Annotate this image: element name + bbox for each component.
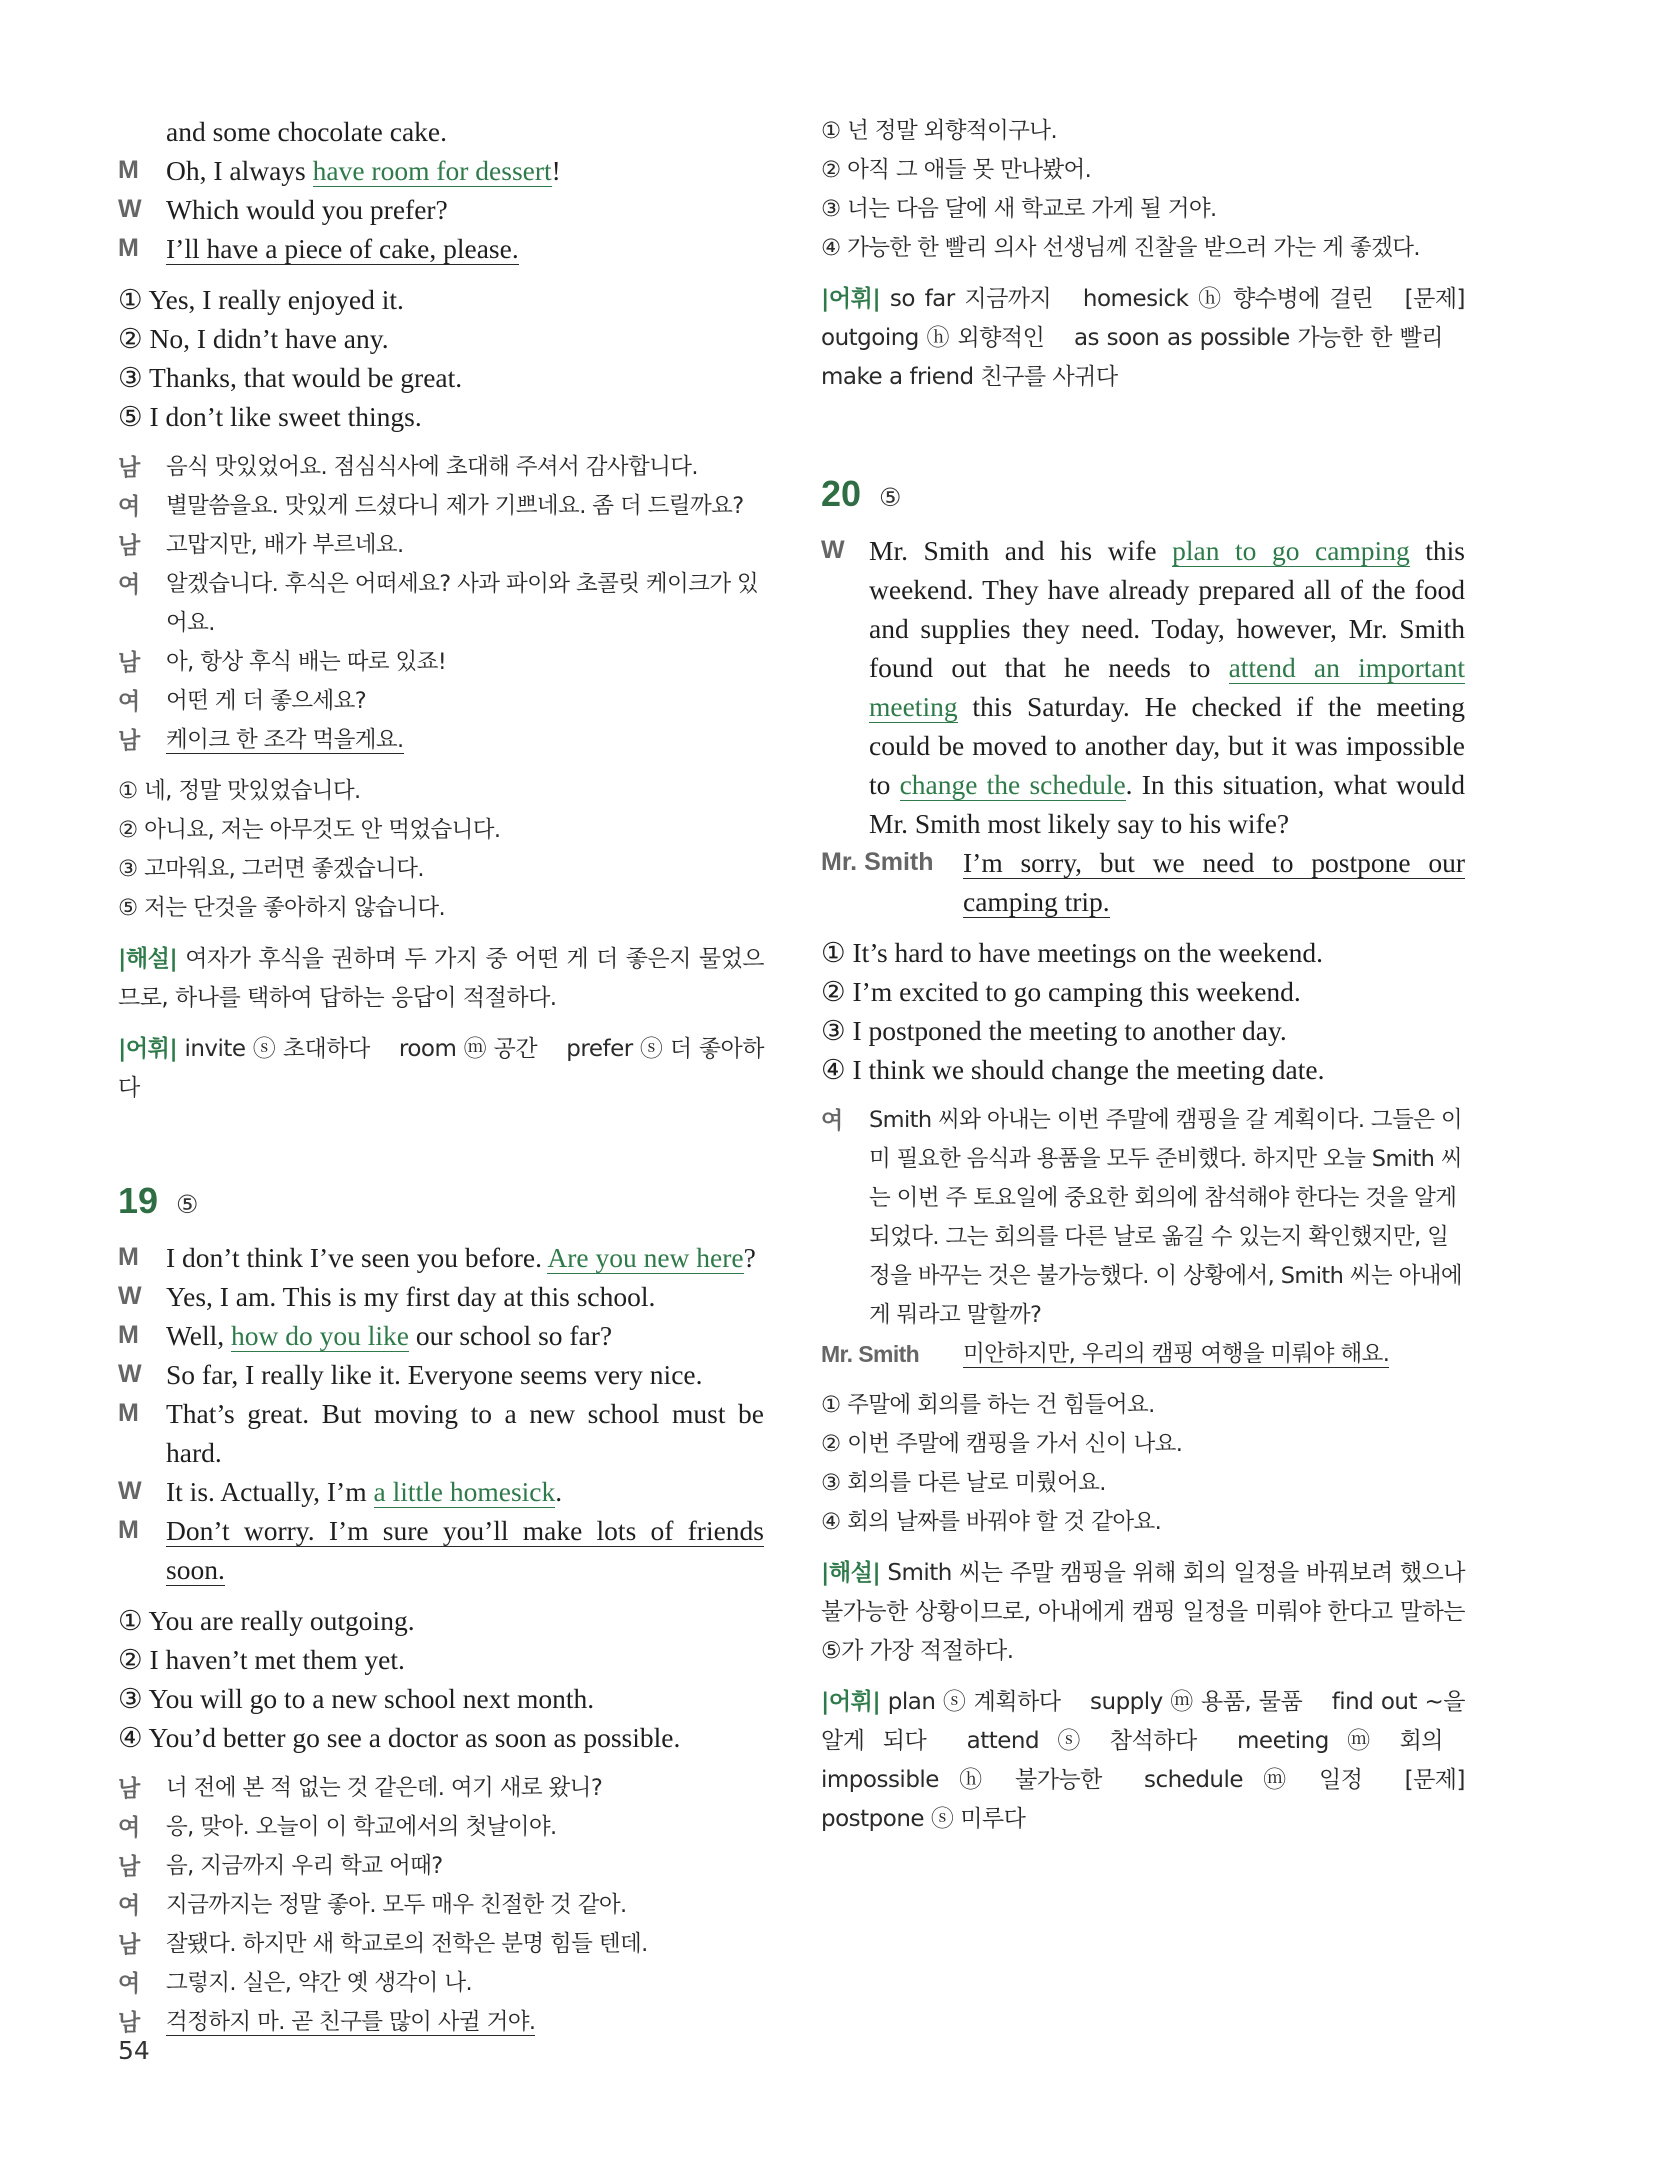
choice-item: ④ You’d better go see a doctor as soon as possible. <box>118 1722 681 1753</box>
choice-item: ① 네, 정말 맛있었습니다. <box>118 778 361 804</box>
speaker-label: W <box>118 195 142 223</box>
line-text: this Saturday. He checked if the meeting could be moved to another day, but it was impossible to <box>869 691 1465 800</box>
dialogue-line <box>118 565 764 643</box>
choice-item: ② No, I didn’t have any. <box>118 323 389 354</box>
speaker-label: 남 <box>118 1775 140 1801</box>
choice-item: ③ I postponed the meeting to another day. <box>821 1015 1287 1046</box>
dialogue-line <box>118 721 764 760</box>
choice-item: ④ 회의 날짜를 바꿔야 할 것 같아요. <box>821 1509 1162 1535</box>
line-text: this weekend. They have already prepared all of the food and supplies they need. Today, however, Mr. Smith found out that he needs to <box>869 535 1465 683</box>
line-text: So far, I really like it. Everyone seems very nice. <box>166 1359 703 1390</box>
line-text: ! <box>551 155 561 186</box>
q18-explanation <box>118 940 764 1018</box>
dialogue-line <box>118 1769 764 1808</box>
line-text: 음, 지금까지 우리 학교 어때? <box>166 1853 443 1879</box>
vocab-tag: |어휘| <box>821 1689 881 1715</box>
dialogue-line <box>118 1238 764 1277</box>
speaker-label: 남 <box>118 454 140 480</box>
q20-script <box>821 531 1465 921</box>
dialogue-line <box>118 1277 764 1316</box>
vocab-item: schedule ⓜ 일정 <box>1143 1767 1363 1793</box>
choice-item: ① Yes, I really enjoyed it. <box>118 284 404 315</box>
choice-item: ⑤ 저는 단것을 좋아하지 않습니다. <box>118 895 446 921</box>
speaker-label: 여 <box>821 1107 843 1133</box>
speaker-label: M <box>118 1321 139 1349</box>
key-phrase: how do you like <box>231 1320 409 1351</box>
line-text: . In this situation, what would Mr. Smith most likely say to his wife? <box>869 769 1465 839</box>
line-text: Yes, I am. This is my first day at this school. <box>166 1281 656 1312</box>
answer-mark: ⑤ <box>879 483 902 512</box>
speaker-label: M <box>118 1516 139 1544</box>
vocab-tag: |어휘| <box>821 286 881 312</box>
speaker-label: M <box>118 234 139 262</box>
speaker-label: Mr. Smith <box>821 848 934 876</box>
line-text: ? <box>743 1242 756 1273</box>
answer-line: I’m sorry, but we need to postpone our camping trip. <box>963 847 1465 917</box>
q18-ko-choices <box>118 772 764 928</box>
dialogue-line <box>118 526 764 565</box>
vocab-item: [문제] postpone ⓢ 미루다 <box>821 1767 1465 1832</box>
speaker-label: 여 <box>118 1892 140 1918</box>
dialogue-line <box>118 1472 764 1511</box>
line-text: our school so far? <box>408 1320 613 1351</box>
dialogue-line <box>118 151 764 190</box>
dialogue-line <box>118 1316 764 1355</box>
choice-item: ⑤ I don’t like sweet things. <box>118 401 422 432</box>
explanation-tag: |해설| <box>118 946 178 972</box>
q20-vocab <box>821 1683 1465 1839</box>
speaker-label: W <box>118 1360 142 1388</box>
q19-script <box>118 1238 764 1589</box>
q20-ko-choices <box>821 1386 1465 1542</box>
line-text: . <box>555 1476 563 1507</box>
vocab-item: make a friend 친구를 사귀다 <box>821 364 1118 390</box>
dialogue-line <box>118 1808 764 1847</box>
q18-vocab <box>118 1030 764 1108</box>
speaker-label: 남 <box>118 532 140 558</box>
q19-ko-script <box>118 1769 764 2042</box>
dialogue-line <box>118 682 764 721</box>
choice-item: ② 아니요, 저는 아무것도 안 먹었습니다. <box>118 817 501 843</box>
speaker-label: 여 <box>118 1814 140 1840</box>
key-phrase: change the schedule <box>899 769 1126 800</box>
dialogue-line <box>821 531 1465 843</box>
dialogue-line <box>118 643 764 682</box>
q20-choices <box>821 933 1465 1089</box>
line-text: Mr. Smith and his wife <box>869 535 1173 566</box>
line-text: 어떤 게 더 좋으세요? <box>166 688 367 714</box>
dialogue-line <box>118 487 764 526</box>
vocab-item: [문제] outgoing ⓗ 외향적인 <box>821 286 1466 351</box>
vocab-item: room ⓜ 공간 <box>398 1036 538 1062</box>
line-text: It is. Actually, I’m <box>166 1476 374 1507</box>
q20-header <box>821 473 1465 531</box>
speaker-label: 남 <box>118 649 140 675</box>
speaker-label: 여 <box>118 688 140 714</box>
choice-item: ④ 가능한 한 빨리 의사 선생님께 진찰을 받으러 가는 게 좋겠다. <box>821 235 1420 261</box>
dialogue-line <box>118 190 764 229</box>
speaker-label: W <box>821 536 845 564</box>
line-text: That’s great. But moving to a new school must be hard. <box>166 1398 764 1468</box>
choice-item: ① 넌 정말 외향적이구나. <box>821 118 1057 144</box>
choice-item: ③ Thanks, that would be great. <box>118 362 463 393</box>
choice-item: ① You are really outgoing. <box>118 1605 415 1636</box>
choice-item: ① 주말에 회의를 하는 건 힘들어요. <box>821 1392 1155 1418</box>
line-text: Smith 씨와 아내는 이번 주말에 캠핑을 갈 계획이다. 그들은 이미 필요한 음식과 용품을 모두 준비했다. 하지만 오늘 Smith 씨는 이번 주 토요일에 중요한 회의에 참석해야 한다는 것을 알게 되었다. 그는 회의를 다른 날로 옮길 수 있는지 확인했지만, 일정을 바꾸는 것은 불가능했다. 이 상황에서, Smith 씨는 아내에게 뭐라고 말할까? <box>869 1107 1463 1328</box>
dialogue-line <box>118 1964 764 2003</box>
explanation-tag: |해설| <box>821 1560 881 1586</box>
choice-item: ④ I think we should change the meeting date. <box>821 1054 1325 1085</box>
explanation-text: 여자가 후식을 권하며 두 가지 중 어떤 게 더 좋은지 물었으므로, 하나를 택하여 답하는 응답이 적절하다. <box>118 946 765 1011</box>
page-number: 54 <box>118 2036 150 2065</box>
dialogue-line <box>118 1847 764 1886</box>
dialogue-line <box>118 1886 764 1925</box>
key-phrase: plan to go camping <box>1172 535 1410 566</box>
speaker-label: 남 <box>118 2009 140 2035</box>
speaker-label: 남 <box>118 1931 140 1957</box>
line-text: 아, 항상 후식 배는 따로 있죠! <box>166 649 447 675</box>
line-text: 별말씀을요. 맛있게 드셨다니 제가 기쁘네요. 좀 더 드릴까요? <box>166 493 744 519</box>
line-text: 그렇지. 실은, 약간 옛 생각이 나. <box>166 1970 473 1996</box>
dialogue-line <box>118 229 764 268</box>
line-text: and some chocolate cake. <box>166 116 447 147</box>
dialogue-line <box>118 1925 764 1964</box>
answer-line: 걱정하지 마. 곧 친구를 많이 사귈 거야. <box>166 2009 536 2035</box>
q18-ko-script <box>118 448 764 760</box>
vocab-tag: |어휘| <box>118 1036 178 1062</box>
dialogue-line <box>118 112 764 151</box>
vocab-item: so far 지금까지 <box>889 286 1052 312</box>
dialogue-line <box>821 1101 1465 1335</box>
choice-item: ② 아직 그 애들 못 만나봤어. <box>821 157 1092 183</box>
choice-item: ③ 너는 다음 달에 새 학교로 가게 될 거야. <box>821 196 1217 222</box>
choice-item: ③ 회의를 다른 날로 미뤘어요. <box>821 1470 1106 1496</box>
left-column <box>118 112 764 2042</box>
line-text: 고맙지만, 배가 부르네요. <box>166 532 404 558</box>
speaker-label: M <box>118 1243 139 1271</box>
vocab-item: impossible ⓗ 불가능한 <box>821 1767 1102 1793</box>
speaker-label: M <box>118 156 139 184</box>
vocab-item: invite ⓢ 초대하다 <box>184 1036 370 1062</box>
vocab-item: homesick ⓗ 향수병에 걸린 <box>1082 286 1373 312</box>
question-number: 19 <box>118 1180 159 1221</box>
line-text: Oh, I always <box>166 155 313 186</box>
answer-line: 미안하지만, 우리의 캠핑 여행을 미뤄야 해요. <box>963 1341 1390 1367</box>
vocab-item: supply ⓜ 용품, 물품 <box>1090 1689 1303 1715</box>
line-text: Which would you prefer? <box>166 194 448 225</box>
speaker-label: 여 <box>118 571 140 597</box>
choice-item: ② 이번 주말에 캠핑을 가서 신이 나요. <box>821 1431 1183 1457</box>
speaker-label: 여 <box>118 1970 140 1996</box>
choice-item: ② I’m excited to go camping this weekend. <box>821 976 1301 1007</box>
line-text: I don’t think I’ve seen you before. <box>166 1242 548 1273</box>
speaker-label: M <box>118 1399 139 1427</box>
speaker-label: 남 <box>118 1853 140 1879</box>
q18-choices <box>118 280 764 436</box>
dialogue-line <box>118 448 764 487</box>
question-number: 20 <box>821 473 862 514</box>
dialogue-line <box>118 2003 764 2042</box>
line-text: Well, <box>166 1320 231 1351</box>
key-phrase: attend an important meeting <box>869 652 1465 722</box>
choice-item: ③ You will go to a new school next month. <box>118 1683 595 1714</box>
choice-item: ① It’s hard to have meetings on the weekend. <box>821 937 1323 968</box>
right-column <box>821 112 1465 1839</box>
vocab-item: find out ~을 알게 되다 <box>821 1689 1466 1754</box>
speaker-label: Mr. Smith <box>821 1341 920 1367</box>
line-text: 음식 맛있었어요. 점심식사에 초대해 주셔서 감사합니다. <box>166 454 698 480</box>
vocab-item: meeting ⓜ 회의 <box>1237 1728 1444 1754</box>
q20-explanation <box>821 1554 1465 1671</box>
key-phrase: have room for dessert <box>312 155 552 186</box>
vocab-item: plan ⓢ 계획하다 <box>887 1689 1061 1715</box>
q18-script <box>118 112 764 268</box>
line-text: 지금까지는 정말 좋아. 모두 매우 친절한 것 같아. <box>166 1892 627 1918</box>
dialogue-line <box>821 1335 1465 1374</box>
q20-ko-script <box>821 1101 1465 1374</box>
answer-line: 케이크 한 조각 먹을게요. <box>166 727 404 753</box>
choice-item: ② I haven’t met them yet. <box>118 1644 405 1675</box>
key-phrase: a little homesick <box>373 1476 556 1507</box>
dialogue-line <box>118 1511 764 1589</box>
vocab-item: prefer ⓢ 더 좋아하다 <box>118 1036 764 1101</box>
choice-item: ③ 고마워요, 그러면 좋겠습니다. <box>118 856 424 882</box>
dialogue-line <box>821 843 1465 921</box>
answer-line: I’ll have a piece of cake, please. <box>166 233 519 264</box>
speaker-label: 여 <box>118 493 140 519</box>
speaker-label: W <box>118 1282 142 1310</box>
q19-vocab <box>821 280 1465 397</box>
q19-ko-choices <box>821 112 1465 268</box>
q19-choices <box>118 1601 764 1757</box>
dialogue-line <box>118 1355 764 1394</box>
answer-mark: ⑤ <box>176 1190 199 1219</box>
vocab-item: as soon as possible 가능한 한 빨리 <box>1073 325 1443 351</box>
explanation-text: Smith 씨는 주말 캠핑을 위해 회의 일정을 바꿔보려 했으나 불가능한 상황이므로, 아내에게 캠핑 일정을 미뤄야 한다고 말하는 ⑤가 가장 적절하다. <box>821 1560 1466 1664</box>
q19-header <box>118 1180 764 1238</box>
vocab-item: attend ⓢ 참석하다 <box>966 1728 1197 1754</box>
line-text: 응, 맞아. 오늘이 이 학교에서의 첫날이야. <box>166 1814 557 1840</box>
key-phrase: Are you new here <box>547 1242 744 1273</box>
speaker-label: 남 <box>118 727 140 753</box>
line-text: 잘됐다. 하지만 새 학교로의 전학은 분명 힘들 텐데. <box>166 1931 648 1957</box>
answer-line: Don’t worry. I’m sure you’ll make lots of friends soon. <box>166 1515 764 1585</box>
line-text: 너 전에 본 적 없는 것 같은데. 여기 새로 왔니? <box>166 1775 603 1801</box>
line-text: 알겠습니다. 후식은 어떠세요? 사과 파이와 초콜릿 케이크가 있어요. <box>166 571 759 636</box>
dialogue-line <box>118 1394 764 1472</box>
speaker-label: W <box>118 1477 142 1505</box>
